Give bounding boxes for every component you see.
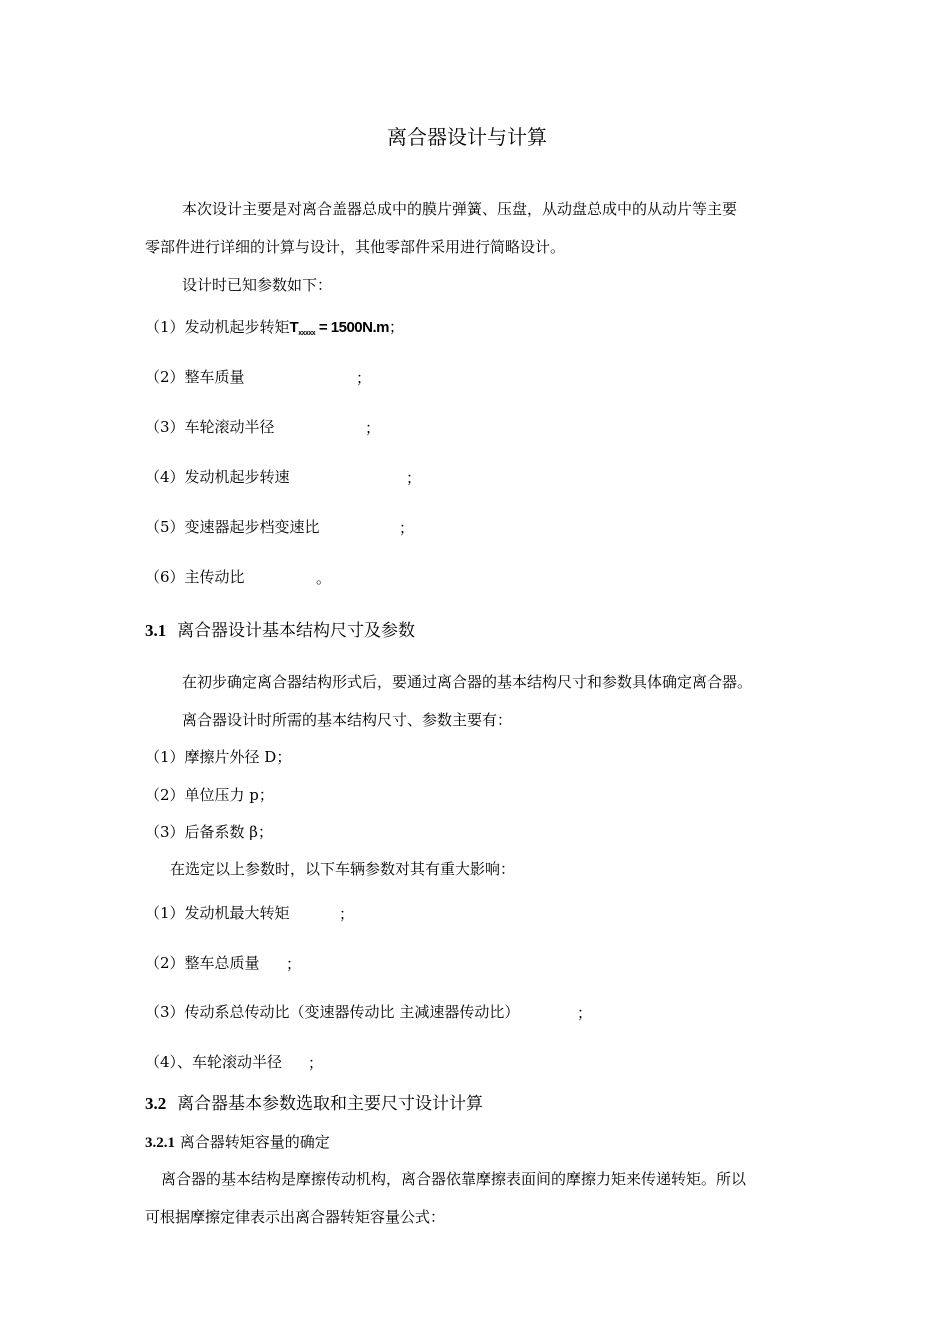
vehicle-param-suffix: ； bbox=[286, 955, 302, 973]
known-param-text: （6）主传动比 bbox=[145, 568, 245, 586]
known-param-text: （5）变速器起步档变速比 bbox=[145, 518, 320, 536]
subsection-number: 3.2.1 bbox=[145, 1135, 175, 1151]
known-param-suffix: ； bbox=[389, 318, 405, 336]
known-param-text: （3）车轮滚动半径 bbox=[145, 418, 275, 436]
intro-paragraph-line-1: 本次设计主要是对离合盖器总成中的膜片弹簧、压盘，从动盘总成中的从动片等主要 bbox=[182, 200, 738, 218]
page-title: 离合器设计与计算 bbox=[387, 125, 547, 149]
section-number: 3.2 bbox=[145, 1094, 167, 1113]
vehicle-param-suffix: ； bbox=[577, 1004, 593, 1022]
known-param-text: （4）发动机起步转速 bbox=[145, 468, 290, 486]
section-title: 离合器设计基本结构尺寸及参数 bbox=[177, 621, 416, 641]
starting-torque-formula: $T_{xxxxx} = 1500N.m$ bbox=[289, 319, 389, 337]
known-param-suffix: ； bbox=[365, 419, 381, 437]
known-param-suffix: ； bbox=[406, 469, 422, 487]
list-item: （1）摩擦片外径 D； bbox=[145, 748, 292, 766]
known-param-text: （1）发动机起步转矩 bbox=[145, 318, 290, 336]
section-3-1-paragraph-1: 在初步确定离合器结构形式后，要通过离合器的基本结构尺寸和参数具体确定离合器。 bbox=[182, 673, 753, 691]
section-3-1-paragraph-2: 离合器设计时所需的基本结构尺寸、参数主要有： bbox=[182, 711, 513, 729]
vehicle-param-item: （2）整车总质量 bbox=[145, 954, 260, 972]
known-param-suffix: ； bbox=[399, 519, 415, 537]
known-param-item bbox=[145, 567, 245, 587]
vehicle-param-suffix: ； bbox=[339, 905, 355, 923]
known-param-text: （2）整车质量 bbox=[145, 368, 245, 386]
section-3-1-paragraph-3: 在选定以上参数时，以下车辆参数对其有重大影响： bbox=[170, 860, 516, 878]
section-number: 3.1 bbox=[145, 621, 167, 640]
known-param-item bbox=[145, 467, 290, 487]
known-params-label: 设计时已知参数如下： bbox=[182, 276, 333, 294]
section-3-2-1-paragraph-line-2: 可根据摩擦定律表示出离合器转矩容量公式： bbox=[145, 1208, 446, 1226]
list-item: （3）后备系数 β； bbox=[145, 823, 273, 841]
subsection-title: 离合器转矩容量的确定 bbox=[179, 1133, 330, 1151]
intro-paragraph-line-2: 零部件进行详细的计算与设计，其他零部件采用进行简略设计。 bbox=[145, 238, 566, 256]
known-param-suffix: ； bbox=[356, 369, 372, 387]
vehicle-param-item: （1）发动机最大转矩 bbox=[145, 904, 290, 922]
known-param-item bbox=[145, 517, 320, 537]
vehicle-param-item: （3）传动系总传动比（变速器传动比 主减速器传动比） bbox=[145, 1003, 520, 1021]
section-3-2-1-paragraph-line-1: 离合器的基本结构是摩擦传动机构，离合器依靠摩擦表面间的摩擦力矩来传递转矩。所以 bbox=[161, 1170, 747, 1188]
list-item: （2）单位压力 p； bbox=[145, 786, 274, 804]
vehicle-param-suffix: ； bbox=[308, 1054, 324, 1072]
known-param-item bbox=[145, 317, 404, 344]
subsection-heading-3-2-1 bbox=[145, 1132, 330, 1153]
section-title: 离合器基本参数选取和主要尺寸设计计算 bbox=[177, 1094, 484, 1114]
vehicle-param-item: （4）、车轮滚动半径 bbox=[145, 1053, 283, 1071]
known-param-item bbox=[145, 417, 275, 437]
section-heading-3-2 bbox=[145, 1093, 483, 1115]
known-param-item bbox=[145, 367, 245, 387]
section-heading-3-1 bbox=[145, 620, 415, 642]
known-param-suffix: 。 bbox=[316, 569, 332, 587]
